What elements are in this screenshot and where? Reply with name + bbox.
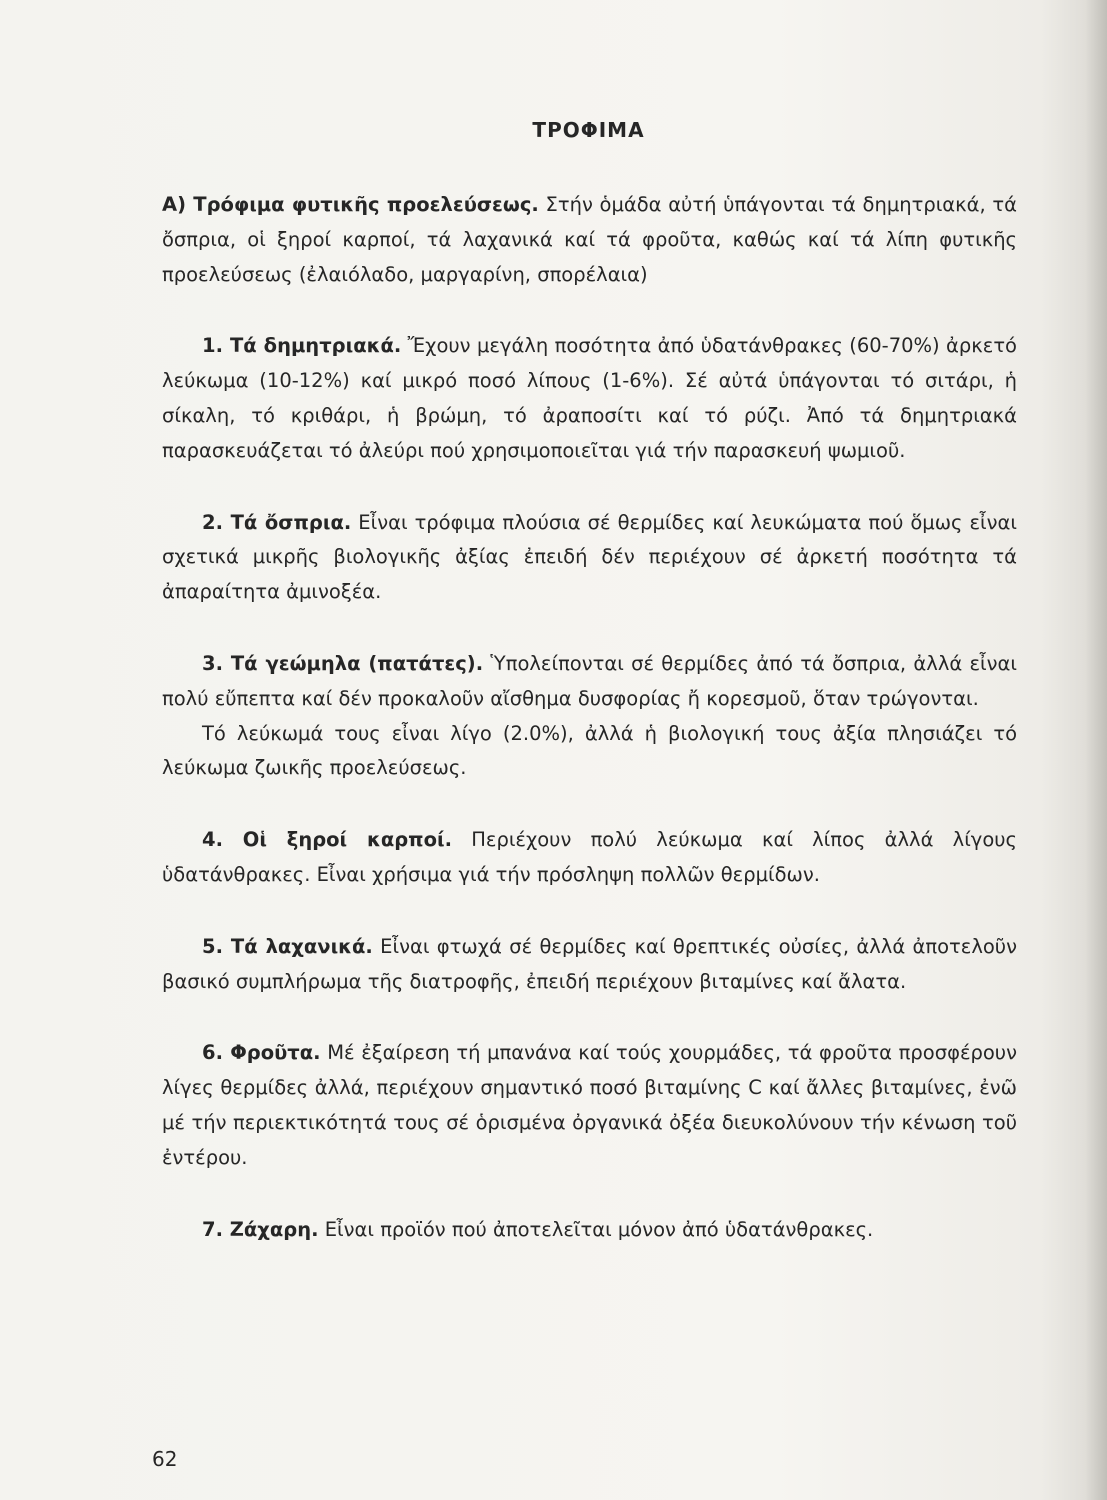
section-text: Εἶναι φτωχά σέ θερμίδες καί θρεπτικές οὐσίες, ἀλλά ἀποτελοῦν βασικό συμπλήρωμα τῆς διατροφῆς, ἐπειδή περιέχουν βιταμίνες καί ἄλατα. <box>162 934 1017 993</box>
section-text: Ὑπολείπονται σέ θερμίδες ἀπό τά ὄσπρια, ἀλλά εἶναι πολύ εὔπεπτα καί δέν προκαλοῦν αἴσθημα δυσφορίας ἤ κορεσμοῦ, ὅταν τρώγονται. <box>162 651 1017 710</box>
page-title: ΤΡΟΦΙΜΑ <box>532 118 645 142</box>
section-text: Εἶναι προϊόν πού ἀποτελεῖται μόνον ἀπό ὑδατάνθρακες. <box>318 1217 874 1241</box>
intro-heading: Α) Τρόφιμα φυτικῆς προελεύσεως. <box>162 193 539 216</box>
section-heading: 1. Τά δημητριακά. <box>202 334 402 358</box>
section-text: Ἔχουν μεγάλη ποσότητα ἀπό ὑδατάνθρακες (60-70%) ἀρκετό λεύκωμα (10-12%) καί μικρό ποσό λίπους (1-6%). Σέ αὐτά ὑπάγονται τό σιτάρι, ἡ σίκαλη, τό κριθάρι, ἡ βρώμη, τό ἀραποσίτι καί τό ρύζι. Ἀπό τά δημητριακά παρασκευάζεται τό ἀλεύρι πού χρησιμοποιεῖται γιά τήν παρασκευή ψωμιοῦ. <box>162 334 1017 462</box>
intro-paragraph <box>162 188 1017 292</box>
section-potatoes <box>162 647 1017 717</box>
section-heading: 2. Τά ὄσπρια. <box>202 510 352 534</box>
page-number: 62 <box>152 1447 178 1471</box>
section-vegetables <box>162 930 1017 1000</box>
intro-text: Στήν ὁμάδα αὐτή ὑπάγονται τά δημητριακά, τά ὄσπρια, οἱ ξηροί καρποί, τά λαχανικά καί τά φροῦτα, καθώς καί τά λίπη φυτικῆς προελεύσεως (ἐλαιόλαδο, μαργαρίνη, σπορέλαια) <box>162 193 1017 286</box>
section-legumes <box>162 506 1017 610</box>
section-sugar <box>162 1213 1017 1248</box>
section-heading: 6. Φροῦτα. <box>202 1041 321 1065</box>
section-fruits <box>162 1036 1017 1175</box>
section-heading: 3. Τά γεώμηλα (πατάτες). <box>202 651 484 675</box>
section-text: Περιέχουν πολύ λεύκωμα καί λίπος ἀλλά λίγους ὑδατάνθρακες. Εἶναι χρήσιμα γιά τήν πρόσληψη πολλῶν θερμίδων. <box>162 828 1017 886</box>
section-cereals <box>162 329 1017 468</box>
section-heading: 4. Οἱ ξηροί καρποί. <box>202 828 453 852</box>
section-text: Μέ ἐξαίρεση τή μπανάνα καί τούς χουρμάδες, τά φροῦτα προσφέρουν λίγες θερμίδες ἀλλά, περιέχουν σημαντικό ποσό βιταμίνης C καί ἄλλες βιταμίνες, ἐνῶ μέ τήν περιεκτικότητά τους σέ ὁρισμένα ὀργανικά ὀξέα διευκολύνουν τήν κένωση τοῦ ἐντέρου. <box>162 1041 1017 1169</box>
page-edge-shadow <box>1085 0 1107 1500</box>
section-potatoes-extra: Τό λεύκωμά τους εἶναι λίγο (2.0%), ἀλλά ἡ βιολογική τους ἀξία πλησιάζει τό λεύκωμα ζωικῆς προελεύσεως. <box>162 721 1017 780</box>
section-nuts <box>162 823 1017 893</box>
section-heading: 7. Ζάχαρη. <box>202 1217 319 1241</box>
section-text: Εἶναι τρόφιμα πλούσια σέ θερμίδες καί λευκώματα πού ὅμως εἶναι σχετικά μικρῆς βιολογικῆς ἀξίας ἐπειδή δέν περιέχουν σέ ἀρκετή ποσότητα τά ἀπαραίτητα ἀμινοξέα. <box>162 510 1017 604</box>
section-heading: 5. Τά λαχανικά. <box>202 934 373 958</box>
page-body <box>162 188 1017 1247</box>
